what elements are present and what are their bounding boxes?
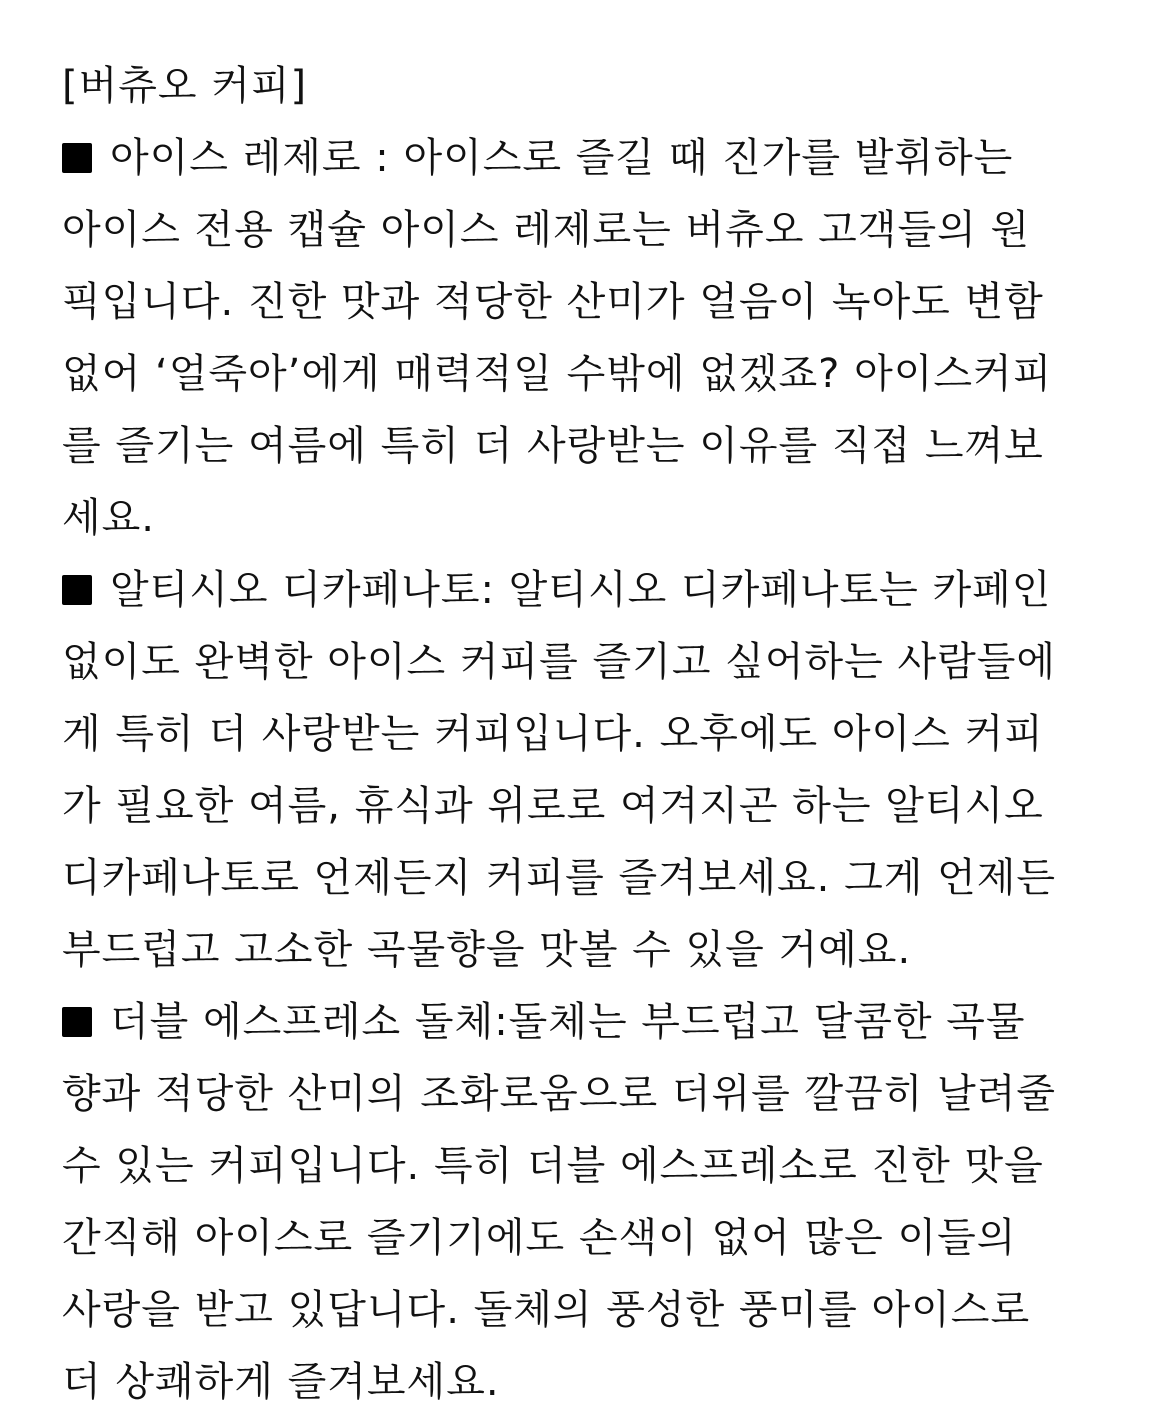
paragraph-line <box>62 554 1110 626</box>
paragraph-line <box>62 698 1110 770</box>
paragraph-line <box>62 1346 1110 1418</box>
paragraph-line <box>62 194 1110 266</box>
paragraph-line <box>62 1202 1110 1274</box>
line-text: 게 특히 더 사랑받는 커피입니다. 오후에도 아이스 커피 <box>62 711 1044 757</box>
line-text: 사랑을 받고 있답니다. 돌체의 풍성한 풍미를 아이스로 <box>62 1287 1031 1333</box>
paragraph-line <box>62 1130 1110 1202</box>
paragraph-line <box>62 842 1110 914</box>
paragraph-line <box>62 122 1110 194</box>
black-square-bullet-icon <box>62 143 92 173</box>
paragraph-line <box>62 1274 1110 1346</box>
line-text: 아이스 레제로 : 아이스로 즐길 때 진가를 발휘하는 <box>110 135 1014 181</box>
line-text: 수 있는 커피입니다. 특히 더블 에스프레소로 진한 맛을 <box>62 1143 1044 1189</box>
line-text: 더 상쾌하게 즐겨보세요. <box>62 1359 500 1405</box>
black-square-bullet-icon <box>62 1007 92 1037</box>
line-text: 가 필요한 여름, 휴식과 위로로 여겨지곤 하는 알티시오 <box>62 783 1044 829</box>
paragraph-line <box>62 410 1110 482</box>
black-square-bullet-icon <box>62 575 92 605</box>
line-text: 세요. <box>62 495 155 541</box>
paragraph-line <box>62 1058 1110 1130</box>
line-text: 부드럽고 고소한 곡물향을 맛볼 수 있을 거예요. <box>62 927 912 973</box>
line-text: 디카페나토로 언제든지 커피를 즐겨보세요. 그게 언제든 <box>62 855 1057 901</box>
paragraph-line <box>62 338 1110 410</box>
line-text: 더블 에스프레소 돌체:돌체는 부드럽고 달콤한 곡물 <box>110 999 1026 1045</box>
document-heading <box>62 50 1110 122</box>
line-text: 향과 적당한 산미의 조화로움으로 더위를 깔끔히 날려줄 <box>62 1071 1057 1117</box>
paragraph-line <box>62 986 1110 1058</box>
line-text: 알티시오 디카페나토: 알티시오 디카페나토는 카페인 <box>110 567 1052 613</box>
line-text: 를 즐기는 여름에 특히 더 사랑받는 이유를 직접 느껴보 <box>62 423 1044 469</box>
line-text: 픽입니다. 진한 맛과 적당한 산미가 얼음이 녹아도 변함 <box>62 279 1044 325</box>
line-text: 없이도 완벽한 아이스 커피를 즐기고 싶어하는 사람들에 <box>62 639 1057 685</box>
paragraph-line <box>62 914 1110 986</box>
line-text: 없어 ‘얼죽아’에게 매력적일 수밖에 없겠죠? 아이스커피 <box>62 351 1053 397</box>
line-text: 아이스 전용 캡슐 아이스 레제로는 버츄오 고객들의 원 <box>62 207 1031 253</box>
line-text: [버츄오 커피] <box>62 63 308 109</box>
paragraph-line <box>62 626 1110 698</box>
line-text: 간직해 아이스로 즐기기에도 손색이 없어 많은 이들의 <box>62 1215 1017 1261</box>
paragraph-line <box>62 266 1110 338</box>
paragraph-line <box>62 482 1110 554</box>
paragraph-line <box>62 770 1110 842</box>
